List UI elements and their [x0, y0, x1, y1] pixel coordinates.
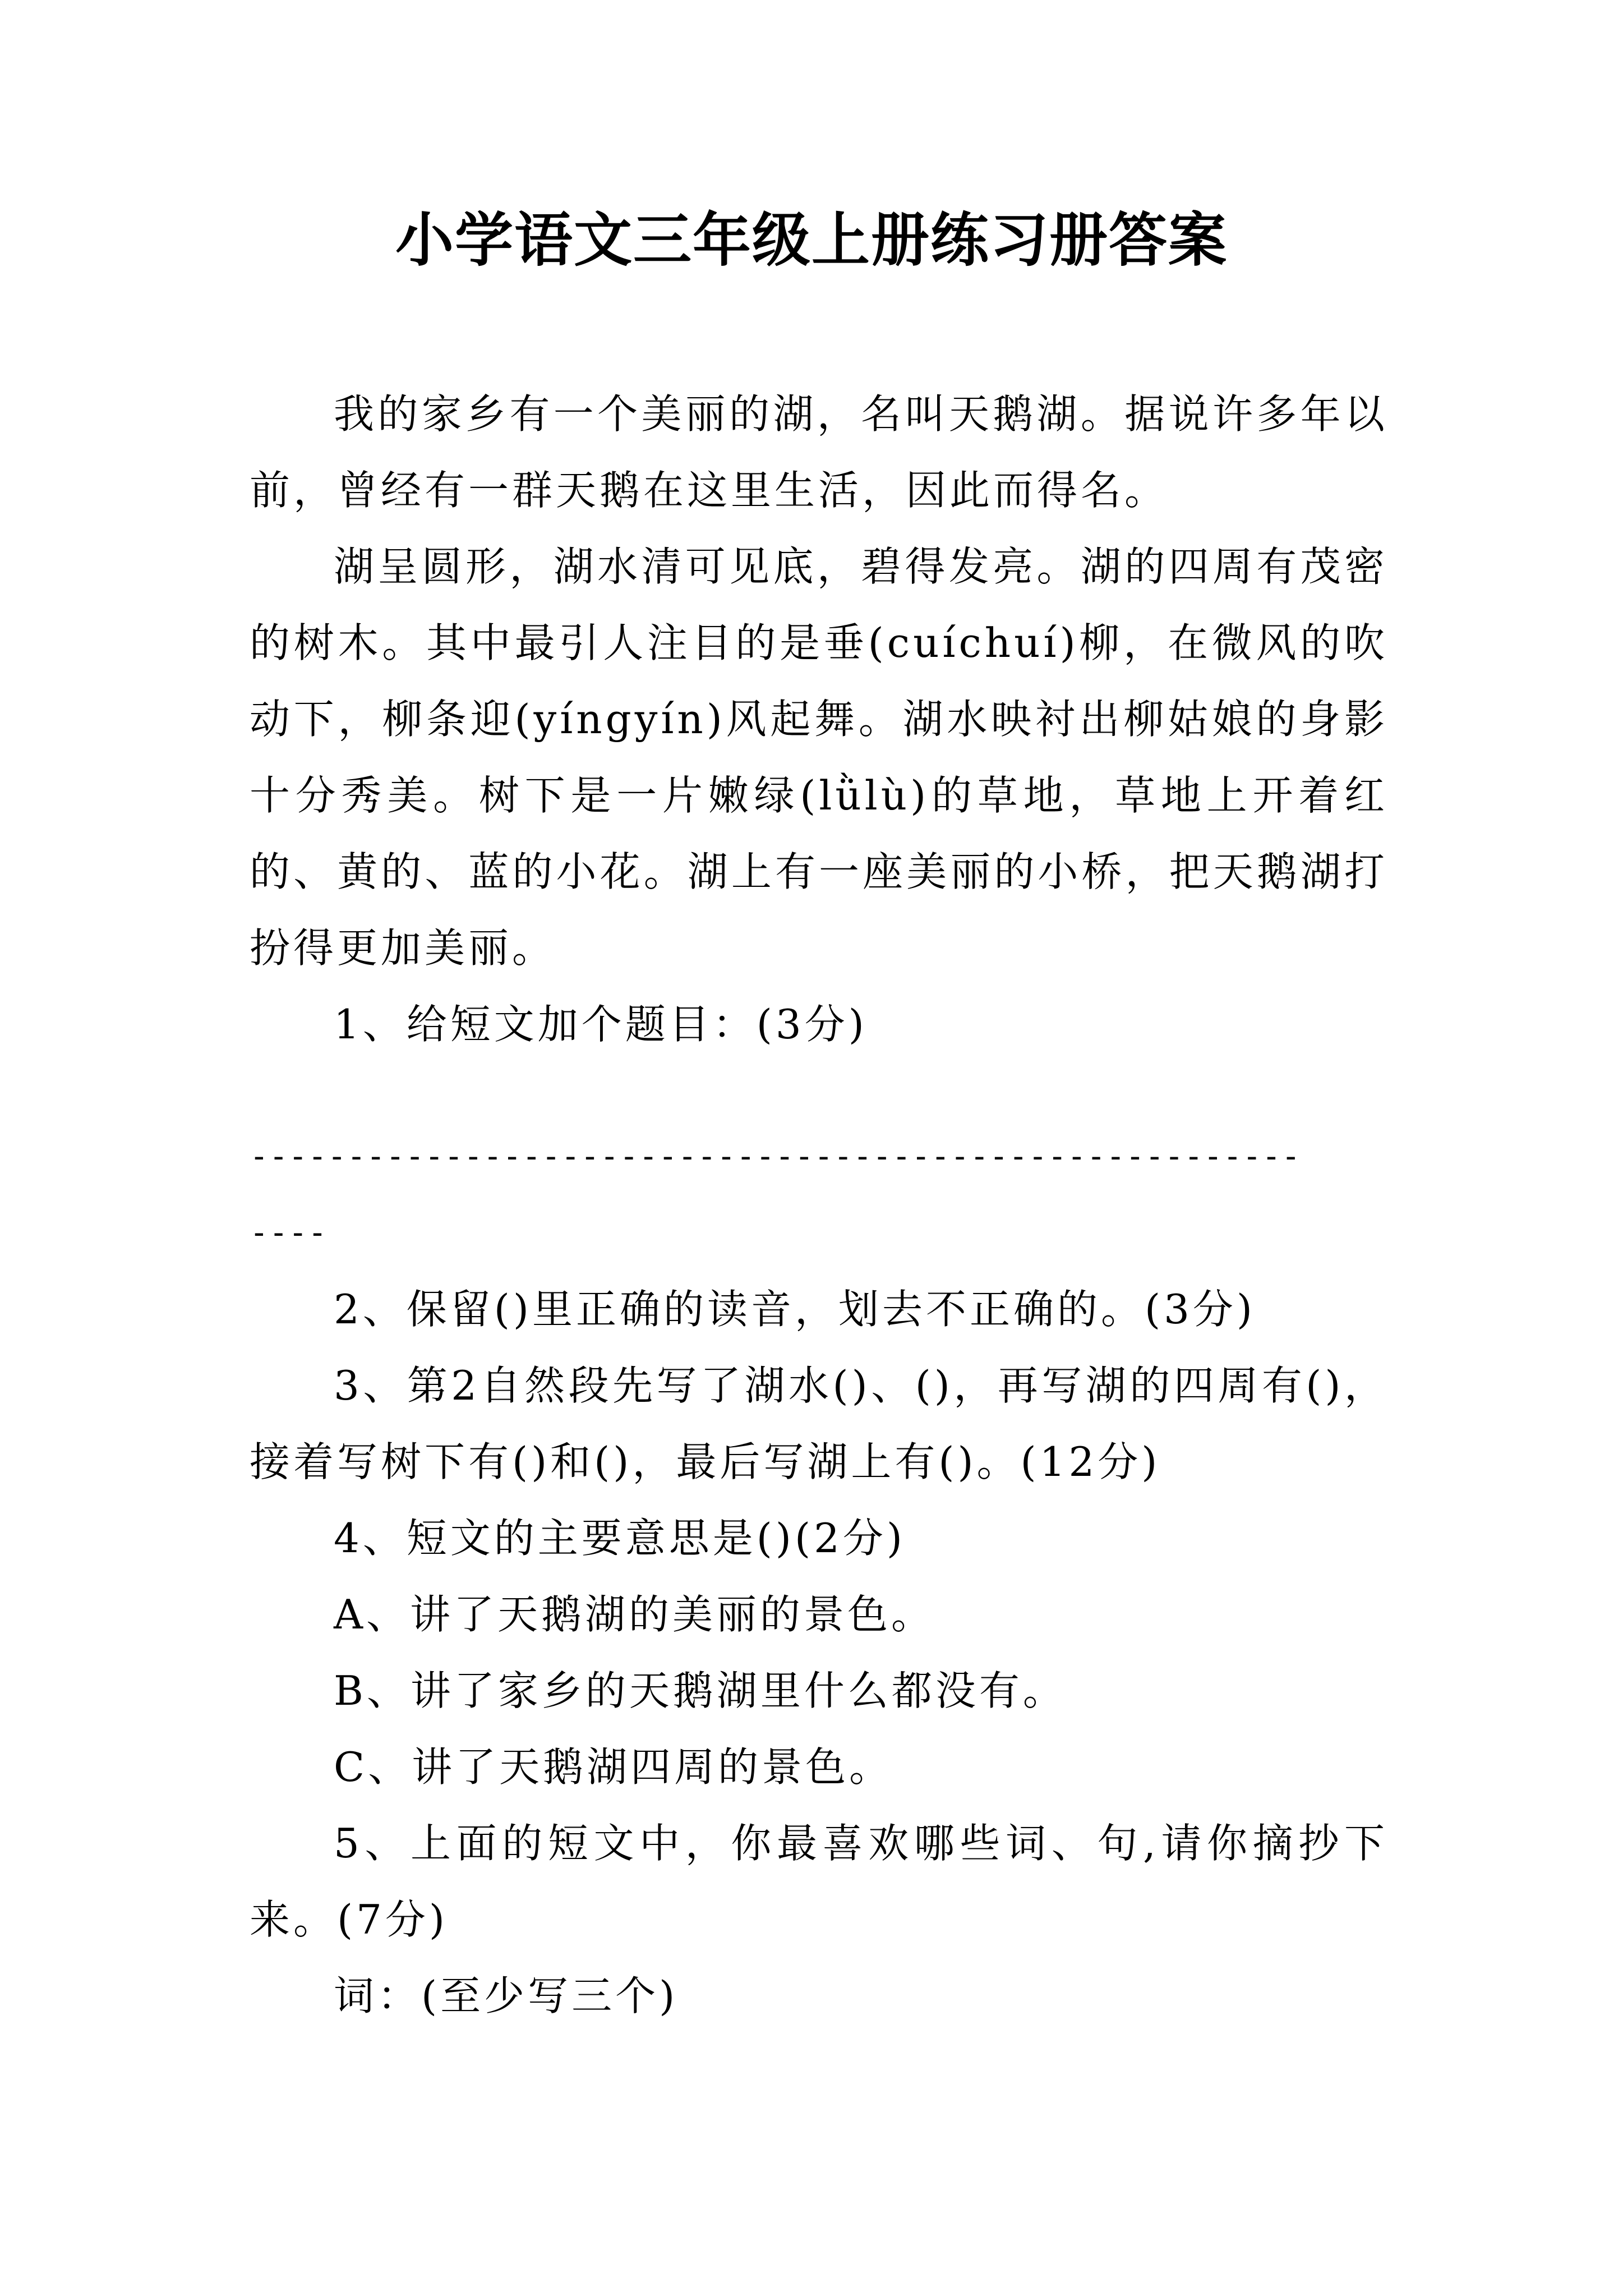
option-b: B、讲了家乡的天鹅湖里什么都没有。 [334, 1667, 1067, 1714]
question-3: 3、第2自然段先写了湖水()、()，再写湖的四周有()，接着写树下有()和()，最后写湖上有()。(12分) [250, 1362, 1388, 1485]
option-a: A、讲了天鹅湖的美丽的景色。 [334, 1591, 935, 1638]
answer-space [250, 1062, 1388, 1119]
question-1: 1、给短文加个题目：(3分) [334, 1001, 868, 1048]
answer-line: ------------------------------------------------------ [250, 1138, 1301, 1175]
question-2: 2、保留()里正确的读音，划去不正确的。(3分) [334, 1286, 1256, 1333]
option-c: C、讲了天鹅湖四周的景色。 [334, 1743, 893, 1791]
passage-paragraph-2: 湖呈圆形，湖水清可见底，碧得发亮。湖的四周有茂密的树木。其中最引人注目的是垂(cuíchuí)柳，在微风的吹动下，柳条迎(yíngyín)风起舞。湖水映衬出柳姑娘的身影十分秀美。树下是一片嫩绿(lǜlù)的草地，草地上开着红的、黄的、蓝的小花。湖上有一座美丽的小桥，把天鹅湖打扮得更加美丽。 [250, 543, 1388, 972]
question-5: 5、上面的短文中，你最喜欢哪些词、句,请你摘抄下来。(7分) [250, 1820, 1388, 1943]
document-body [250, 376, 1388, 2034]
document-title: 小学语文三年级上册练习册答案 [395, 205, 1228, 274]
question-5-words-prompt: 词：(至少写三个) [334, 1972, 679, 2019]
question-4: 4、短文的主要意思是()(2分) [334, 1515, 906, 1562]
answer-line-continuation: ---- [250, 1214, 328, 1251]
passage-paragraph-1: 我的家乡有一个美丽的湖，名叫天鹅湖。据说许多年以前，曾经有一群天鹅在这里生活，因此而得名。 [250, 390, 1388, 514]
